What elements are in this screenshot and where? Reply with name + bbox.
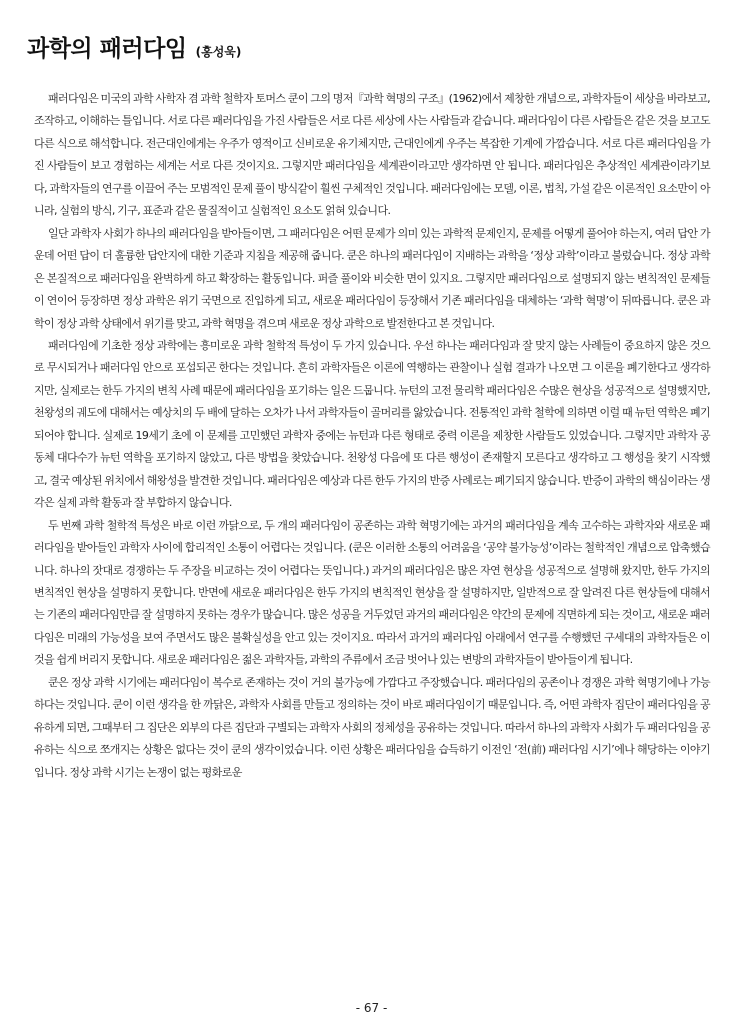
page-number: - 67 - <box>355 1001 388 1015</box>
paragraph-1: 패러다임은 미국의 과학 사학자 겸 과학 철학자 토머스 쿤이 그의 명저『과학 혁명의 구조』(1962)에서 제창한 개념으로, 과학자들이 세상을 바라보고, 조작하고, 이해하는 틀입니다. 서로 다른 패러다임을 가진 사람들은 서로 다른 세상에 사는 사람들과 같습니다. 패러다임이 다른 사람들은 같은 것을 보고도 다른 식으로 해석합니다. 전근대인에게는 우주가 영적이고 신비로운 유기체지만, 근대인에게 우주는 복잡한 기계에 가깝습니다. 서로 다른 패러다임을 가진 사람들이 보고 경험하는 세계는 서로 다른 것이지요. 그렇지만 패러다임을 세계관이라고만 생각하면 안 됩니다. 패러다임은 추상적인 세계관이라기보다, 과학자들의 연구를 이끌어 주는 모범적인 문제 풀이 방식같이 훨씬 구체적인 것입니다. 패러다임에는 모델, 이론, 법칙, 가설 같은 이론적인 요소만이 아니라, 실험의 방식, 기구, 표준과 같은 물질적이고 실험적인 요소도 얽혀 있습니다. <box>34 92 710 218</box>
page-header <box>27 30 241 63</box>
paragraph-4: 두 번째 과학 철학적 특성은 바로 이런 까닭으로, 두 개의 패러다임이 공존하는 과학 혁명기에는 과거의 패러다임을 계속 고수하는 과학자와 새로운 패러다임을 받아들인 과학자 사이에 합리적인 소통이 어렵다는 것입니다. (쿤은 이러한 소통의 어려움을 ‘공약 불가능성’이라는 철학적인 개념으로 압축했습니다. 하나의 잣대로 경쟁하는 두 주장을 비교하는 것이 어렵다는 뜻입니다.) 과거의 패러다임은 많은 자연 현상을 성공적으로 설명해 왔지만, 한두 가지의 변칙적인 현상을 설명하지 못합니다. 반면에 새로운 패러다임은 한두 가지의 변칙적인 현상을 잘 설명하지만, 일반적으로 잘 알려진 다른 현상들에 대해서는 기존의 패러다임만큼 잘 설명하지 못하는 경우가 많습니다. 많은 성공을 거두었던 과거의 패러다임은 약간의 문제에 직면하게 되는 것이고, 새로운 패러다임은 미래의 가능성을 보여 주면서도 많은 불확실성을 안고 있는 것이지요. 따라서 과거의 패러다임 아래에서 연구를 수행했던 구세대의 과학자들은 이것을 쉽게 버리지 못합니다. 새로운 패러다임은 젊은 과학자들, 과학의 주류에서 조금 벗어나 있는 변방의 과학자들이 받아들이게 됩니다. <box>34 518 710 667</box>
paragraph-2: 일단 과학자 사회가 하나의 패러다임을 받아들이면, 그 패러다임은 어떤 문제가 의미 있는 과학적 문제인지, 문제를 어떻게 풀어야 하는지, 여러 답안 가운데 어떤 답이 더 훌륭한 답안지에 대한 기준과 지침을 제공해 줍니다. 쿤은 하나의 패러다임이 지배하는 과학을 ‘정상 과학’이라고 불렀습니다. 정상 과학은 본질적으로 패러다임을 완벽하게 하고 확장하는 활동입니다. 퍼즐 풀이와 비슷한 면이 있지요. 그렇지만 패러다임으로 설명되지 않는 변칙적인 문제들이 연이어 등장하면 정상 과학은 위기 국면으로 진입하게 되고, 새로운 패러다임이 등장해서 기존 패러다임을 대체하는 ‘과학 혁명’이 뒤따릅니다. 쿤은 과학이 정상 과학 상태에서 위기를 맞고, 과학 혁명을 겪으며 새로운 정상 과학으로 발전한다고 본 것입니다. <box>34 226 710 330</box>
paragraph-5: 쿤은 정상 과학 시기에는 패러다임이 복수로 존재하는 것이 거의 불가능에 가깝다고 주장했습니다. 패러다임의 공존이나 경쟁은 과학 혁명기에나 가능하다는 것입니다. 쿤이 이런 생각을 한 까닭은, 과학자 사회를 만들고 정의하는 것이 바로 패러다임이기 때문입니다. 즉, 어떤 과학자 집단이 패러다임을 공유하게 되면, 그때부터 그 집단은 외부의 다른 집단과 구별되는 과학자 사회의 정체성을 공유하는 것입니다. 따라서 하나의 과학자 사회가 두 패러다임을 공유하는 식으로 쪼개지는 상황은 없다는 것이 쿤의 생각이었습니다. 이런 상황은 패러다임을 습득하기 이전인 ‘전(前) 패러다임 시기’에나 해당하는 이야기입니다. 정상 과학 시기는 논쟁이 없는 평화로운 <box>34 675 710 779</box>
paragraph-3: 패러다임에 기초한 정상 과학에는 흥미로운 과학 철학적 특성이 두 가지 있습니다. 우선 하나는 패러다임과 잘 맞지 않는 사례들이 중요하지 않은 것으로 무시되거나 패러다임 안으로 포섭되곤 한다는 것입니다. 흔히 과학자들은 이론에 역행하는 관찰이나 실험 결과가 나오면 그 이론을 폐기한다고 생각하지만, 실제로는 한두 가지의 변칙 사례 때문에 패러다임을 포기하는 일은 드뭅니다. 뉴턴의 고전 물리학 패러다임은 수많은 현상을 성공적으로 설명했지만, 천왕성의 궤도에 대해서는 예상치의 두 배에 달하는 오차가 나서 과학자들이 골머리를 앓았습니다. 전통적인 과학 철학에 의하면 이럴 때 뉴턴 역학은 폐기되어야 합니다. 실제로 19세기 초에 이 문제를 고민했던 과학자 중에는 뉴턴과 다른 형태로 중력 이론을 제창한 사람들도 있었습니다. 그렇지만 과학자 공동체 대다수가 뉴턴 역학을 포기하지 않았고, 다른 방법을 찾았습니다. 천왕성 다음에 또 다른 행성이 존재할지 모른다고 생각하고 그 행성을 찾기 시작했고, 결국 예상된 위치에서 해왕성을 발견한 것입니다. 패러다임은 예상과 다른 한두 가지의 반증 사례로는 폐기되지 않습니다. 반증이 과학의 핵심이라는 생각은 실제 과학 활동과 잘 부합하지 않습니다. <box>34 338 710 510</box>
author-name: (홍성욱) <box>195 45 242 59</box>
page-title: 과학의 패러다임 <box>27 36 187 62</box>
body-text <box>34 88 710 784</box>
